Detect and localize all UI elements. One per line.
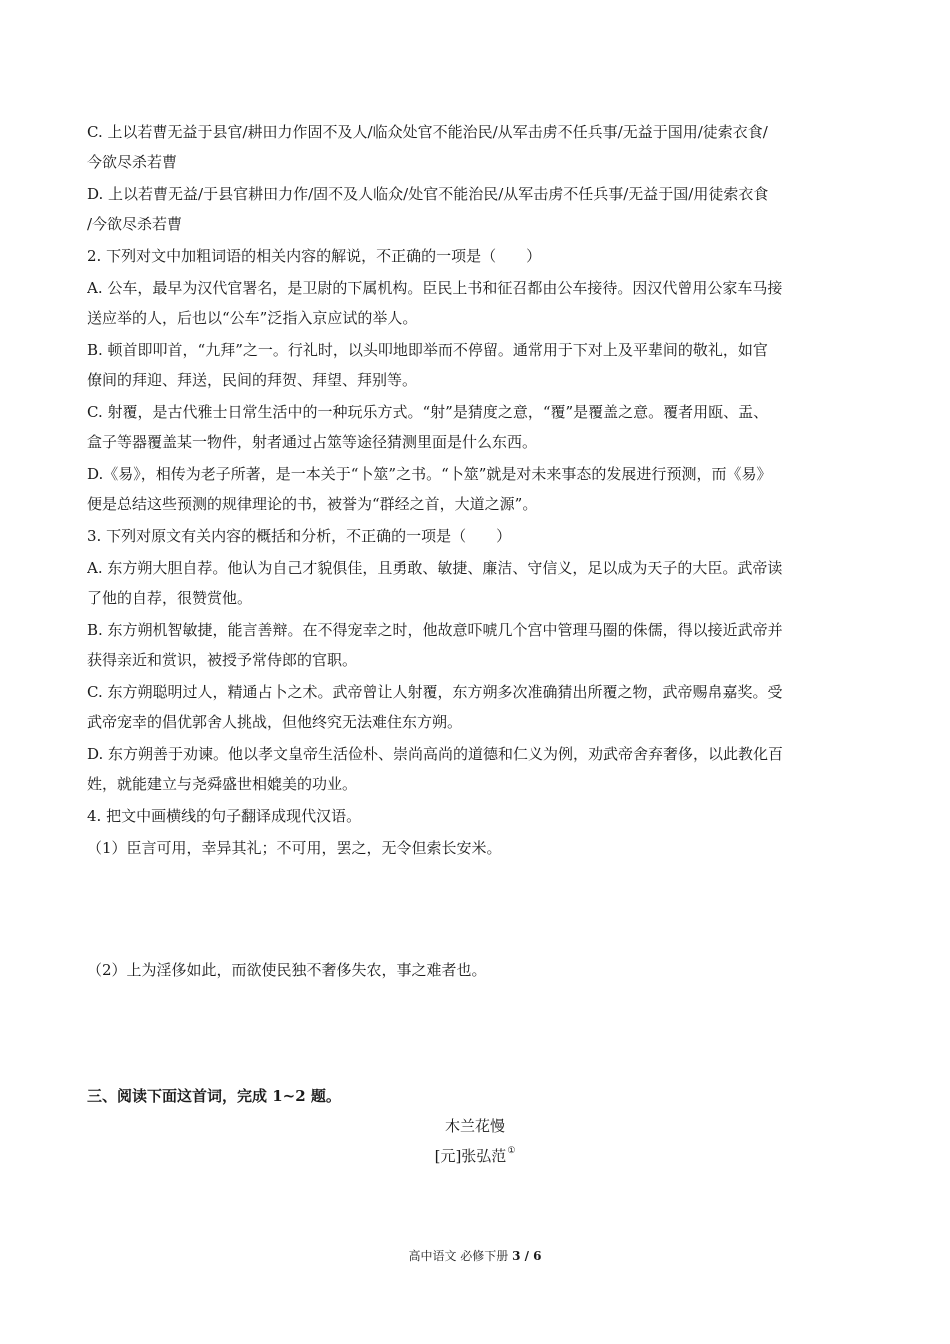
q2-option-c-line1: C. 射覆，是古代雅士日常生活中的一种玩乐方式。“射”是猜度之意，“覆”是覆盖之意。覆者用瓯、盂、 bbox=[87, 403, 769, 421]
q2-option-a-line2: 送应举的人，后也以“公车”泛指入京应试的举人。 bbox=[87, 309, 418, 327]
q2-option-c-line2: 盒子等器覆盖某一物件，射者通过占筮等途径猜测里面是什么东西。 bbox=[87, 433, 538, 451]
q3-option-c-line2: 武帝宠幸的倡优郭舍人挑战，但他终究无法难住东方朔。 bbox=[87, 713, 463, 731]
page-footer bbox=[0, 1248, 950, 1264]
q4-stem: 4. 把文中画横线的句子翻译成现代汉语。 bbox=[87, 807, 362, 825]
q3-option-b-line1: B. 东方朔机智敏捷，能言善辩。在不得宠幸之时，他故意吓唬几个宫中管理马圈的侏儒，得以接近武帝并 bbox=[87, 621, 783, 639]
section-3-heading: 三、阅读下面这首词，完成 1~2 题。 bbox=[87, 1087, 341, 1105]
q1-option-d-line1: D. 上以若曹无益/于县官耕田力作/固不及人临众/处官不能治民/从军击虏不任兵事/无益于国/用徒索衣食 bbox=[87, 185, 769, 203]
q2-option-b-line1: B. 顿首即叩首，“九拜”之一。行礼时，以头叩地即举而不停留。通常用于下对上及平辈间的敬礼，如官 bbox=[87, 341, 768, 359]
q3-stem: 3. 下列对原文有关内容的概括和分析，不正确的一项是（ ） bbox=[87, 527, 512, 545]
poem-author-name: [元]张弘范 bbox=[434, 1147, 507, 1165]
q2-option-d-line1: D.《易》，相传为老子所著，是一本关于“卜筮”之书。“卜筮”就是对未来事态的发展进行预测，而《易》 bbox=[87, 465, 772, 483]
q1-option-d-line2: /今欲尽杀若曹 bbox=[87, 215, 183, 233]
q3-option-a-line1: A. 东方朔大胆自荐。他认为自己才貌俱佳，且勇敢、敏捷、廉洁、守信义，足以成为天子的大臣。武帝读 bbox=[87, 559, 783, 577]
q3-option-a-line2: 了他的自荐，很赞赏他。 bbox=[87, 589, 253, 607]
q2-stem: 2. 下列对文中加粗词语的相关内容的解说，不正确的一项是（ ） bbox=[87, 247, 542, 265]
q3-option-b-line2: 获得亲近和赏识，被授予常侍郎的官职。 bbox=[87, 651, 358, 669]
q2-option-d-line2: 便是总结这些预测的规律理论的书，被誉为“群经之首，大道之源”。 bbox=[87, 495, 538, 513]
q1-option-c-line1: C. 上以若曹无益于县官/耕田力作固不及人/临众处官不能治民/从军击虏不任兵事/无益于国用/徒索衣食/ bbox=[87, 123, 768, 141]
page-number: 3 / 6 bbox=[512, 1249, 542, 1263]
q2-option-b-line2: 僚间的拜迎、拜送，民间的拜贺、拜望、拜别等。 bbox=[87, 371, 418, 389]
q4-sentence-2: （2）上为淫侈如此，而欲使民独不奢侈失农，事之难者也。 bbox=[87, 961, 487, 979]
q4-sentence-1: （1）臣言可用，幸异其礼；不可用，罢之，无令但索长安米。 bbox=[87, 839, 502, 857]
q3-option-d-line1: D. 东方朔善于劝谏。他以孝文皇帝生活俭朴、崇尚高尚的道德和仁义为例，劝武帝舍弃奢侈，以此教化百 bbox=[87, 745, 784, 763]
q3-option-d-line2: 姓，就能建立与尧舜盛世相媲美的功业。 bbox=[87, 775, 358, 793]
q3-option-c-line1: C. 东方朔聪明过人，精通占卜之术。武帝曾让人射覆，东方朔多次准确猜出所覆之物，武帝赐帛嘉奖。受 bbox=[87, 683, 783, 701]
footnote-marker: ① bbox=[507, 1146, 516, 1156]
poem-author bbox=[0, 1146, 950, 1166]
footer-course: 高中语文 必修下册 bbox=[408, 1249, 513, 1263]
q2-option-a-line1: A. 公车，最早为汉代官署名，是卫尉的下属机构。臣民上书和征召都由公车接待。因汉代曾用公家车马接 bbox=[87, 279, 783, 297]
q1-option-c-line2: 今欲尽杀若曹 bbox=[87, 153, 178, 171]
poem-title: 木兰花慢 bbox=[444, 1117, 505, 1135]
